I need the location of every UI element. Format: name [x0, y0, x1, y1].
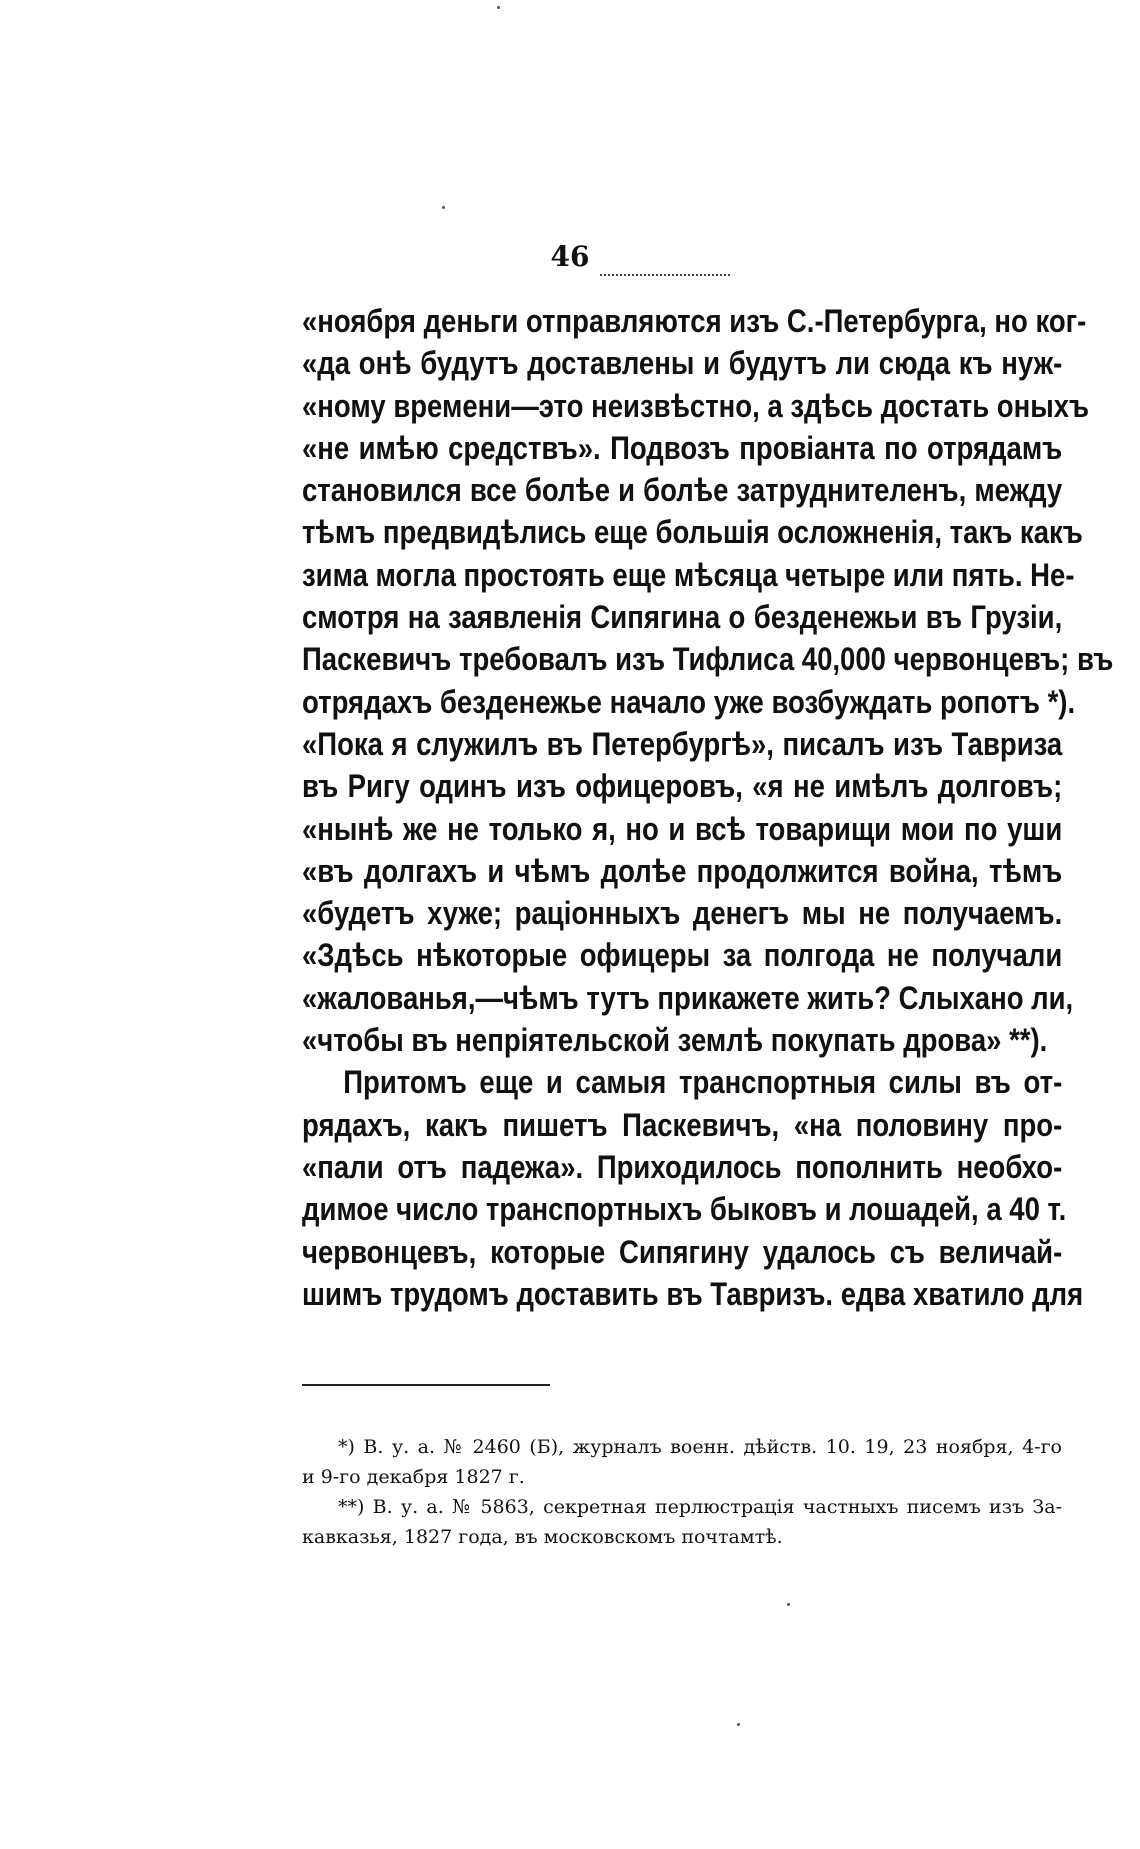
text-line: «чтобы въ непріятельской землѣ покупать дрова» **).: [302, 1022, 1048, 1059]
text-line: шимъ трудомъ доставить въ Тавризъ. едва хватило для: [302, 1275, 1084, 1312]
text-line: «нынѣ же не только я, но и всѣ товарищи мои по уши: [302, 810, 1063, 847]
text-line: «жалованья,—чѣмъ тутъ прикажете жить? Слыхано ли,: [302, 979, 1074, 1016]
text-line: «да онѣ будутъ доставлены и будутъ ли сюда къ нуж-: [302, 345, 1063, 382]
page-number: 46: [550, 240, 590, 273]
text-line: тѣмъ предвидѣлись еще большія осложненія, такъ какъ: [302, 514, 1083, 551]
text-line: димое число транспортныхъ быковъ и лошадей, а 40 т.: [302, 1191, 1067, 1228]
text-line: «не имѣю средствъ». Подвозъ провіанта по отрядамъ: [302, 429, 1063, 466]
text-line: «ному времени—это неизвѣстно, а здѣсь достать оныхъ: [302, 387, 1090, 424]
paragraph-start-line: Притомъ еще и самыя транспортныя силы въ от-: [343, 1064, 1063, 1101]
print-speck: [787, 1603, 790, 1606]
text-line: «будетъ хуже; раціонныхъ денегъ мы не получаемъ.: [302, 895, 1063, 932]
print-speck: [737, 1723, 740, 1726]
text-line: становился все болѣе и болѣе затруднителенъ, между: [302, 472, 1063, 509]
footnotes: [302, 1432, 1062, 1552]
text-line: «Здѣсь нѣкоторые офицеры за полгода не получали: [302, 937, 1063, 974]
text-line: отрядахъ безденежье начало уже возбуждать ропотъ *).: [302, 683, 1076, 720]
body-text: [302, 300, 1114, 1315]
print-speck: [497, 6, 500, 9]
text-line: «пали отъ падежа». Приходилось пополнить необхо-: [302, 1148, 1063, 1185]
text-line: «въ долгахъ и чѣмъ долѣе продолжится война, тѣмъ: [302, 852, 1063, 889]
text-line: «ноября деньги отправляются изъ С.-Петербурга, но ког-: [302, 303, 1087, 339]
footnote-2-line: **) В. у. а. № 5863, секретная перлюстрація частныхъ писемъ изъ За-: [338, 1496, 1062, 1518]
footnote-2-line: кавказья, 1827 года, въ московскомъ почтамтѣ.: [302, 1526, 783, 1548]
text-line: «Пока я служилъ въ Петербургѣ», писалъ изъ Тавриза: [302, 725, 1063, 762]
print-speck: [442, 206, 445, 209]
page-number-ornament: [600, 274, 730, 276]
footnote-divider: [302, 1384, 550, 1386]
text-line: смотря на заявленія Сипягина о безденежьи въ Грузіи,: [302, 599, 1063, 636]
footnote-1-line: и 9-го декабря 1827 г.: [302, 1466, 525, 1488]
footnote-1-line: *) В. у. а. № 2460 (Б), журналъ военн. дѣйств. 10. 19, 23 ноября, 4-го: [338, 1436, 1062, 1458]
text-line: рядахъ, какъ пишетъ Паскевичъ, «на половину про-: [302, 1106, 1063, 1143]
text-line: зима могла простоять еще мѣсяца четыре или пять. Не-: [302, 556, 1075, 593]
text-line: Паскевичъ требовалъ изъ Тифлиса 40,000 червонцевъ; въ: [302, 641, 1114, 678]
text-line: червонцевъ, которые Сипягину удалось съ величай-: [302, 1233, 1063, 1270]
text-line: въ Ригу одинъ изъ офицеровъ, «я не имѣлъ долговъ;: [302, 768, 1063, 805]
